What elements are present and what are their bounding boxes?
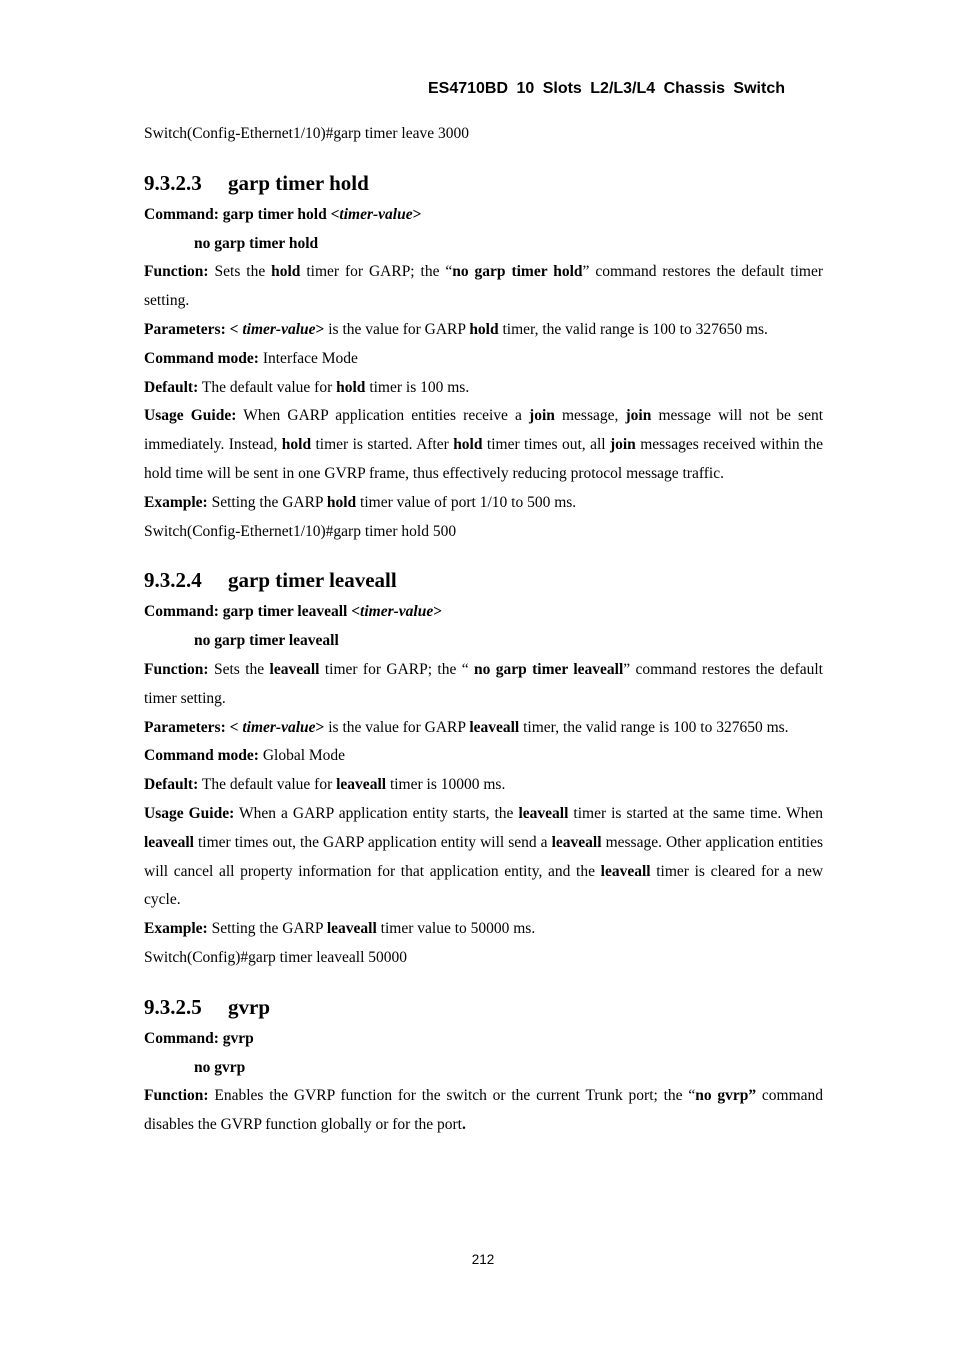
section-heading-gvrp: 9.3.2.5 gvrp (144, 994, 270, 1019)
command-line: Command: garp timer hold <timer-value> (144, 205, 422, 223)
command-line: Command: garp timer leaveall <timer-value> (144, 603, 443, 621)
example-command: Switch(Config-Ethernet1/10)#garp timer hold 500 (144, 522, 457, 540)
command-line: Command: gvrp (144, 1029, 254, 1047)
usage-guide-paragraph: Usage Guide: When a GARP application entity starts, the leaveall timer is started at the same time. When leaveall timer times out, the GARP application entity will send a leaveall message. Other application entities will cancel all property information for that application entity, and the leaveall timer is cleared for a new cycle. (144, 804, 824, 909)
function-paragraph: Function: Sets the leaveall timer for GARP; the “ no garp timer leaveall” command restores the default timer setting. (144, 660, 823, 707)
no-command-line: no garp timer hold (194, 234, 319, 252)
running-header: ES4710BD 10 Slots L2/L3/L4 Chassis Switch (427, 80, 785, 97)
no-command-line: no garp timer leaveall (194, 632, 339, 650)
page-number: 212 (471, 1252, 495, 1267)
example-command: Switch(Config)#garp timer leaveall 50000 (144, 948, 408, 966)
usage-guide-paragraph: Usage Guide: When GARP application entities receive a join message, join message will not be sent immediately. Instead, hold timer is started. After hold timer times out, all join messages received within the hold time will be sent in one GVRP frame, thus effectively reducing protocol message traffic. (144, 407, 824, 482)
command-mode-paragraph: Command mode: Interface Mode (144, 349, 358, 367)
page-content (144, 120, 823, 1140)
intro-example: Switch(Config-Ethernet1/10)#garp timer leave 3000 (144, 125, 469, 142)
parameters-paragraph: Parameters: < timer-value> is the value for GARP hold timer, the valid range is 100 to 327650 ms. (144, 320, 768, 338)
default-paragraph: Default: The default value for leaveall timer is 10000 ms. (144, 776, 506, 794)
no-command-line: no gvrp (194, 1058, 246, 1076)
section-heading-garp-timer-hold: 9.3.2.3 garp timer hold (144, 170, 369, 195)
section-heading-garp-timer-leaveall: 9.3.2.4 garp timer leaveall (144, 568, 397, 593)
function-paragraph: Function: Sets the hold timer for GARP; the “no garp timer hold” command restores the default timer setting. (144, 263, 824, 310)
example-paragraph: Example: Setting the GARP hold timer value of port 1/10 to 500 ms. (144, 493, 577, 511)
function-paragraph: Function: Enables the GVRP function for the switch or the current Trunk port; the “no gvrp” command disables the GVRP function globally or for the port. (144, 1087, 824, 1134)
example-paragraph: Example: Setting the GARP leaveall timer value to 50000 ms. (144, 920, 536, 938)
parameters-paragraph: Parameters: < timer-value> is the value for GARP leaveall timer, the valid range is 100 to 327650 ms. (144, 718, 789, 736)
default-paragraph: Default: The default value for hold timer is 100 ms. (144, 378, 470, 396)
command-mode-paragraph: Command mode: Global Mode (144, 747, 346, 765)
